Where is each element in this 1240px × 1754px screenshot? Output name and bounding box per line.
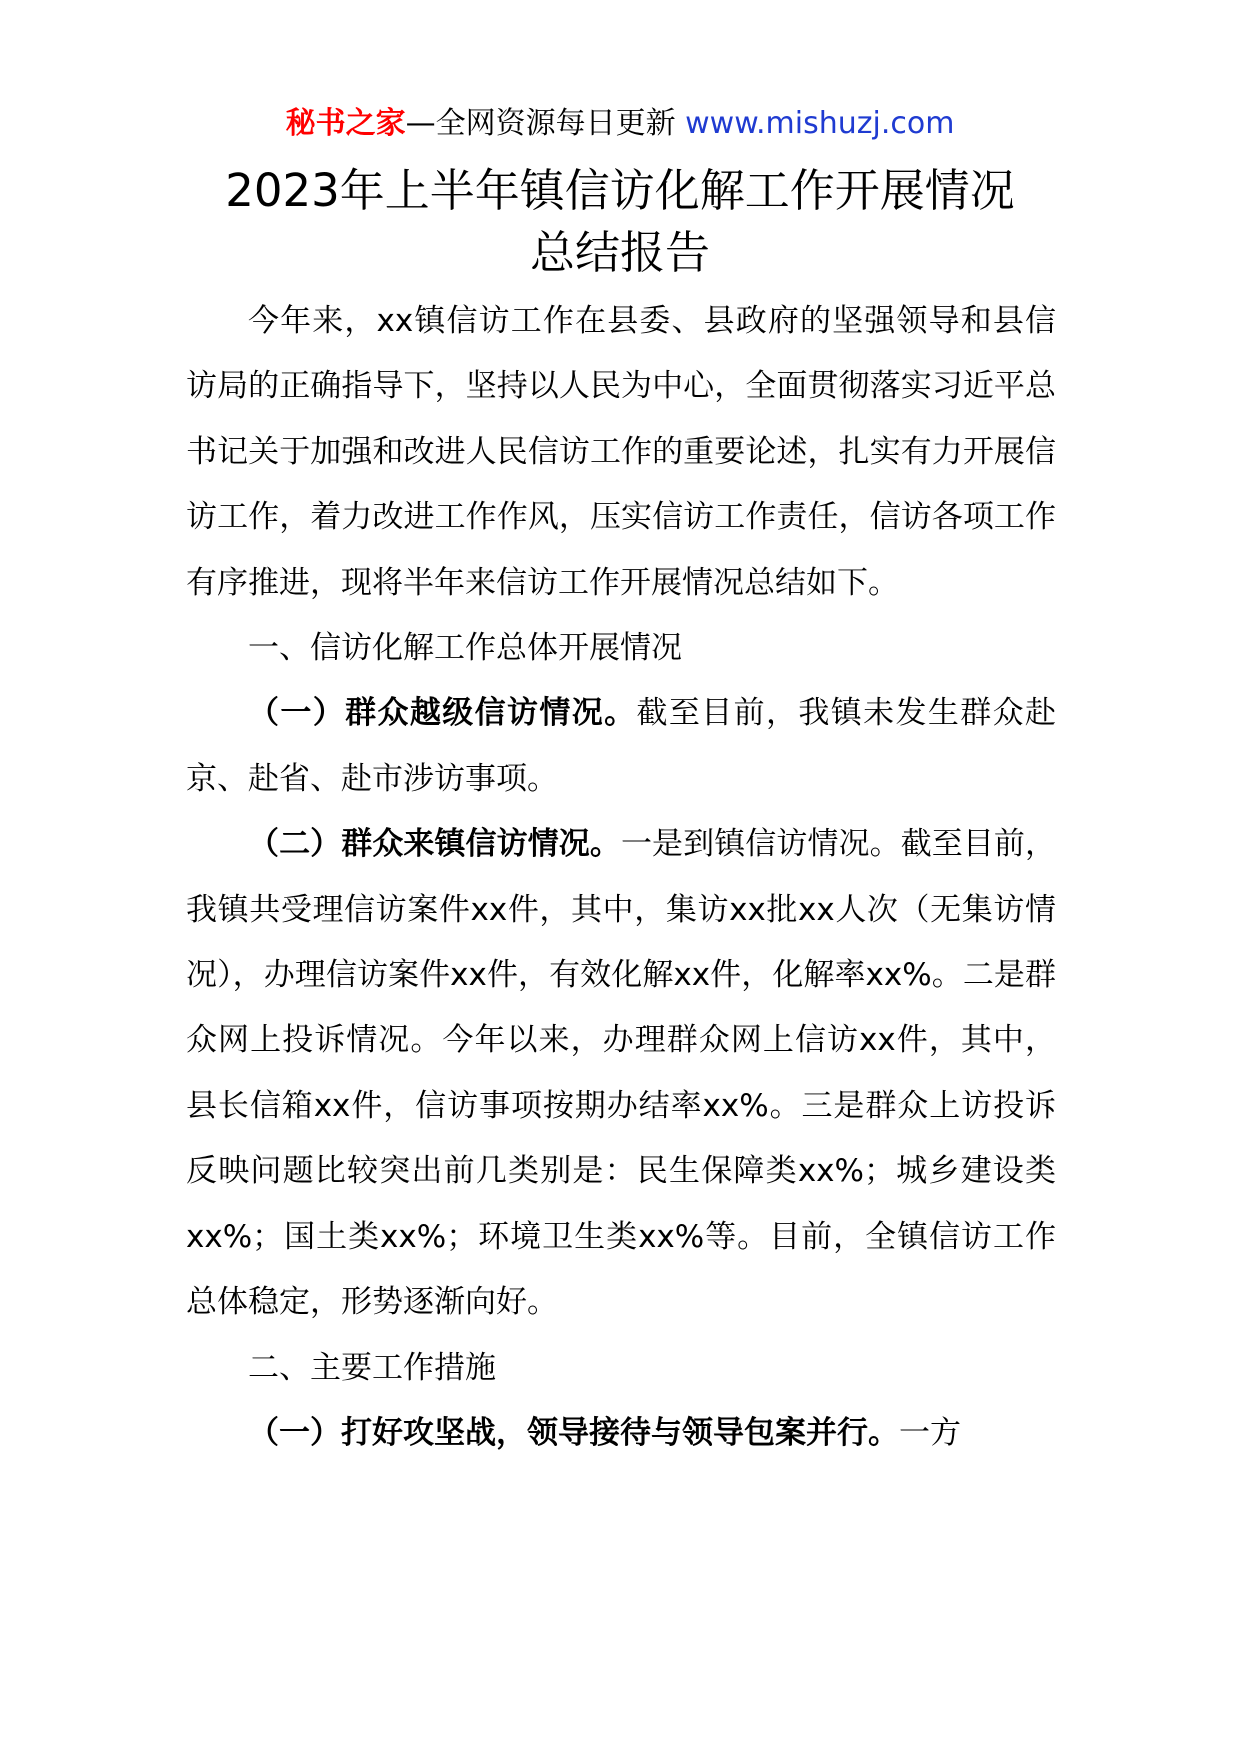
- intro-paragraph: 今年来，xx镇信访工作在县委、县政府的坚强领导和县信访局的正确指导下，坚持以人民为中心，全面贯彻落实习近平总书记关于加强和改进人民信访工作的重要论述，扎实有力开展信访工作，着力改进工作作风，压实信访工作责任，信访各项工作有序推进，现将半年来信访工作开展情况总结如下。: [186, 303, 1056, 601]
- paragraph-measures: [186, 1401, 1056, 1466]
- title-line-2: 总结报告: [529, 226, 710, 279]
- paragraph-text: 一是到镇信访情况。截至目前，我镇共受理信访案件xx件，其中，集访xx批xx人次（无集访情况），办理信访案件xx件，有效化解xx件，化解率xx%。二是群众网上投诉情况。今年以来，办理群众网上信访xx件，其中，县长信箱xx件，信访事项按期办结率xx%。三是群众上访投诉反映问题比较突出前几类别是：民生保障类xx%；城乡建设类xx%；国土类xx%；环境卫生类xx%等。目前，全镇信访工作总体稳定，形势逐渐向好。: [186, 826, 1057, 1321]
- site-url-link[interactable]: www.mishuzj.com: [685, 106, 955, 141]
- paragraph-bold-lead: （二）群众来镇信访情况。: [248, 826, 621, 863]
- site-header: [0, 102, 1240, 146]
- paragraph-bold-lead: （一）群众越级信访情况。: [248, 695, 637, 732]
- document-title: [150, 160, 1090, 284]
- title-line-1: 2023年上半年镇信访化解工作开展情况: [225, 164, 1015, 217]
- document-body: [186, 289, 1056, 1466]
- paragraph-petition-bypass: [186, 681, 1056, 812]
- section-heading-2: 二、主要工作措施: [248, 1349, 496, 1386]
- paragraph-bold-lead: （一）打好攻坚战，领导接待与领导包案并行。: [248, 1414, 899, 1451]
- paragraph-text: 截至目前，我镇未发生群众赴京、赴省、赴市涉访事项。: [186, 695, 1056, 797]
- section-heading-1: 一、信访化解工作总体开展情况: [248, 630, 682, 667]
- paragraph-town-petitions: [186, 812, 1056, 1335]
- brand-name: 秘书之家: [285, 106, 406, 141]
- header-tagline: —全网资源每日更新: [405, 106, 686, 141]
- paragraph-text: 一方: [899, 1414, 961, 1451]
